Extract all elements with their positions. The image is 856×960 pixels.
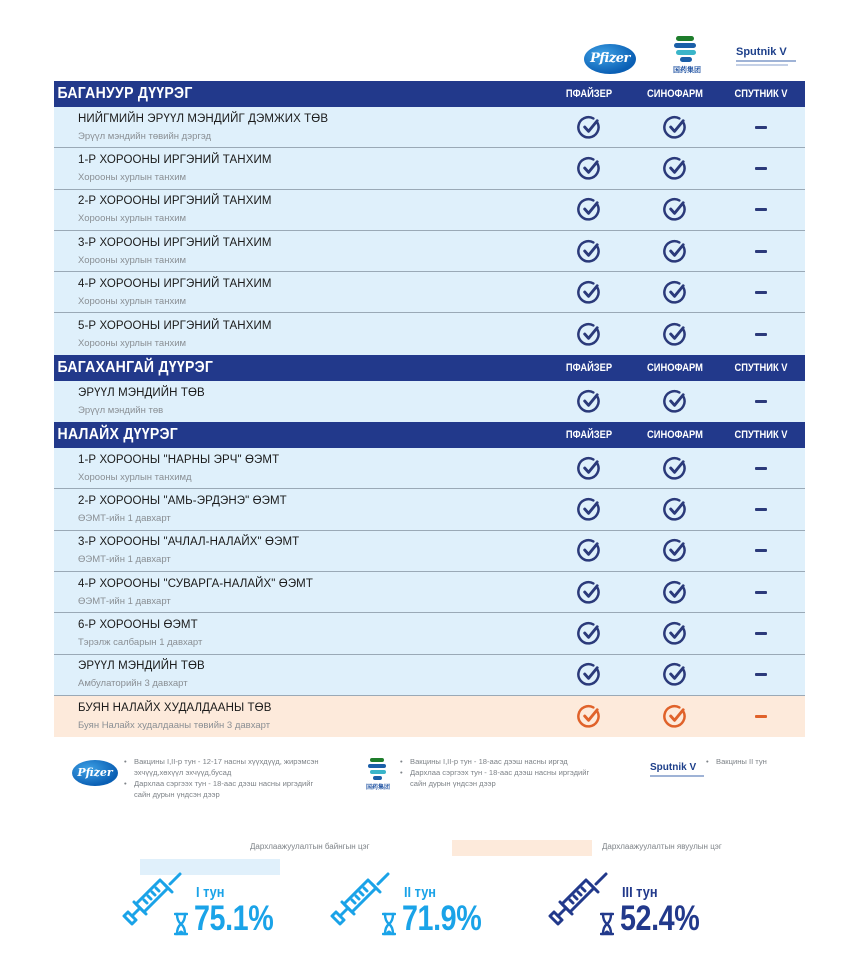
dash-icon	[755, 400, 767, 403]
dash-icon	[755, 208, 767, 211]
sinopharm-logo	[670, 34, 704, 76]
legend-item: • Вакцины II тун	[706, 756, 806, 767]
checkmark-icon	[577, 538, 602, 563]
site-location: Хорооны хурлын танхим	[78, 295, 187, 307]
district-name: НАЛАЙХ ДҮҮРЭГ	[57, 426, 179, 444]
sinopharm-availability	[633, 489, 717, 529]
sputnik-availability	[717, 655, 805, 695]
district-name: БАГАНУУР ДҮҮРЭГ	[57, 85, 193, 102]
pfizer-availability	[547, 190, 631, 230]
sputnik-availability	[717, 613, 805, 653]
site-info	[54, 489, 547, 529]
site-location: ӨЭМТ-ийн 1 давхарт	[78, 554, 171, 566]
pfizer-availability	[547, 696, 631, 737]
pfizer-availability	[547, 613, 631, 653]
site-location: Эрүүл мэндийн төв	[78, 404, 164, 416]
site-location: ӨЭМТ-ийн 1 давхарт	[78, 513, 171, 525]
dash-icon	[755, 467, 767, 470]
column-header-sinopharm: СИНОФАРМ	[647, 361, 703, 374]
sputnik-availability	[717, 489, 805, 529]
hourglass-icon	[382, 912, 396, 936]
column-header-sinopharm: СИНОФАРМ	[647, 88, 703, 100]
dash-icon	[755, 167, 767, 170]
site-info	[54, 448, 547, 488]
checkmark-icon	[663, 115, 688, 140]
column-header-pfizer: ПФАЙЗЕР	[565, 361, 613, 374]
site-name: 2-Р ХОРООНЫ ИРГЭНИЙ ТАНХИМ	[78, 195, 272, 208]
sputnik-logo-text: Sputnik V	[736, 46, 787, 58]
site-location: Буян Налайх худалдааны төвийн 3 давхарт	[78, 720, 271, 731]
checkmark-icon	[577, 621, 602, 646]
checkmark-icon	[577, 497, 602, 522]
site-name: 3-Р ХОРООНЫ ИРГЭНИЙ ТАНХИМ	[78, 236, 272, 249]
table-row	[54, 531, 805, 572]
pfizer-availability	[547, 448, 631, 488]
dash-icon	[755, 126, 767, 129]
dash-icon	[755, 673, 767, 676]
table-row	[54, 148, 805, 189]
mobile-site-key-label: Дархлаажуулалтын явуулын цэг	[602, 842, 722, 851]
table-row	[54, 107, 805, 148]
site-name: 2-Р ХОРООНЫ "АМЬ-ЭРДЭНЭ" ӨЭМТ	[78, 495, 287, 508]
pfizer-availability	[547, 148, 631, 188]
sinopharm-logo-stripe	[370, 770, 386, 774]
site-name: 6-Р ХОРООНЫ ӨЭМТ	[78, 618, 198, 631]
legend-item: • Дархлаа сэргээх тун - 18-аас дээш насны иргэдийг сайн дурын үндсэн дээр	[400, 767, 600, 789]
site-location: Хорооны хурлын танхим	[78, 337, 187, 349]
sinopharm-availability	[633, 190, 717, 230]
sinopharm-availability	[633, 613, 717, 653]
site-info	[54, 572, 547, 612]
table-row	[54, 696, 805, 737]
sinopharm-logo-stripe	[680, 57, 692, 62]
table-row	[54, 572, 805, 613]
pfizer-availability	[547, 489, 631, 529]
column-header-sputnik: СПУТНИК V	[734, 88, 788, 100]
checkmark-icon	[663, 538, 688, 563]
site-location: Хорооны хурлын танхим	[78, 213, 187, 225]
site-location: Эрүүл мэндийн төвийн дэргэд	[78, 130, 212, 142]
checkmark-icon	[577, 389, 602, 414]
vaccine-logos	[578, 30, 808, 80]
site-name: 5-Р ХОРООНЫ ИРГЭНИЙ ТАНХИМ	[78, 319, 272, 332]
sputnik-availability	[717, 696, 805, 737]
checkmark-icon	[577, 197, 602, 222]
checkmark-icon	[663, 197, 688, 222]
table-row	[54, 381, 805, 422]
site-name: ЭРҮҮЛ МЭНДИЙН ТӨВ	[78, 386, 205, 399]
sputnik-availability	[717, 231, 805, 271]
dash-icon	[755, 591, 767, 594]
dose-percentage: 52.4%	[620, 899, 700, 938]
dash-icon	[755, 508, 767, 511]
checkmark-icon	[577, 239, 602, 264]
site-info	[54, 613, 547, 653]
mobile-site-swatch	[452, 840, 592, 856]
sputnik-logo-tagline	[736, 60, 796, 62]
checkmark-icon	[663, 497, 688, 522]
table-row	[54, 448, 805, 489]
site-location: ӨЭМТ-ийн 1 давхарт	[78, 595, 171, 607]
checkmark-icon	[663, 662, 688, 687]
dose-stat	[122, 870, 292, 940]
site-name: БУЯН НАЛАЙХ ХУДАЛДААНЫ ТӨВ	[78, 702, 272, 714]
sinopharm-availability	[633, 696, 717, 737]
sputnik-logo	[650, 762, 712, 777]
dose-percentage: 71.9%	[402, 899, 482, 938]
sputnik-availability	[717, 148, 805, 188]
dash-icon	[755, 549, 767, 552]
sputnik-availability	[717, 272, 805, 312]
site-location: Хорооны хурлын танхим	[78, 171, 187, 183]
checkmark-icon	[663, 239, 688, 264]
table-row	[54, 231, 805, 272]
dose-stat	[548, 870, 718, 940]
site-info	[54, 381, 547, 422]
sputnik-logo-text: Sputnik V	[650, 762, 697, 773]
pfizer-legend-list	[124, 756, 324, 800]
checkmark-icon	[577, 704, 602, 729]
checkmark-icon	[577, 280, 602, 305]
sinopharm-logo-stripe	[674, 43, 696, 48]
dash-icon	[755, 333, 767, 336]
site-info	[54, 148, 547, 188]
checkmark-icon	[663, 322, 688, 347]
sinopharm-legend-list	[400, 756, 600, 789]
district-header	[54, 422, 805, 448]
sinopharm-availability	[633, 148, 717, 188]
site-location: Тэрэлж салбарын 1 давхарт	[78, 636, 203, 648]
sinopharm-availability	[633, 655, 717, 695]
sputnik-availability	[717, 531, 805, 571]
checkmark-icon	[577, 156, 602, 181]
sinopharm-logo	[364, 756, 392, 792]
checkmark-icon	[577, 456, 602, 481]
vaccination-sites-table	[54, 81, 805, 737]
district-header	[54, 355, 805, 381]
sinopharm-logo-stripe	[373, 776, 382, 780]
dose-label: II тун	[404, 884, 436, 901]
site-location: Амбулаторийн 3 давхарт	[78, 678, 188, 690]
sinopharm-availability	[633, 107, 717, 147]
sinopharm-availability	[633, 272, 717, 312]
checkmark-icon	[577, 662, 602, 687]
checkmark-icon	[663, 704, 688, 729]
site-info	[54, 531, 547, 571]
district-name: БАГАХАНГАЙ ДҮҮРЭГ	[57, 358, 214, 376]
checkmark-icon	[663, 389, 688, 414]
sinopharm-availability	[633, 231, 717, 271]
checkmark-icon	[663, 156, 688, 181]
site-info	[54, 655, 547, 695]
site-name: 1-Р ХОРООНЫ ИРГЭНИЙ ТАНХИМ	[78, 153, 272, 166]
pfizer-availability	[547, 572, 631, 612]
pfizer-logo: Pfizer	[584, 44, 636, 74]
column-header-sputnik: СПУТНИК V	[734, 361, 788, 374]
pfizer-availability	[547, 655, 631, 695]
checkmark-icon	[577, 580, 602, 605]
dose-percentage: 75.1%	[194, 899, 274, 938]
site-info	[54, 107, 547, 147]
vaccine-legend	[0, 752, 856, 812]
checkmark-icon	[663, 456, 688, 481]
site-location: Хорооны хурлын танхим	[78, 254, 187, 266]
site-name: 1-Р ХОРООНЫ "НАРНЫ ЭРЧ" ӨЭМТ	[78, 453, 280, 466]
sinopharm-availability	[633, 572, 717, 612]
site-name: ЭРҮҮЛ МЭНДИЙН ТӨВ	[78, 660, 205, 673]
sinopharm-logo-stripe	[368, 764, 386, 768]
sputnik-availability	[717, 572, 805, 612]
dash-icon	[755, 632, 767, 635]
legend-item: • Вакцины I,II-р тун - 18-аас дээш насны иргэд	[400, 756, 600, 767]
pfizer-availability	[547, 107, 631, 147]
checkmark-icon	[577, 322, 602, 347]
table-row	[54, 655, 805, 696]
sinopharm-logo-stripe	[676, 36, 694, 41]
hourglass-icon	[600, 912, 614, 936]
column-header-pfizer: ПФАЙЗЕР	[565, 429, 613, 442]
sinopharm-availability	[633, 531, 717, 571]
pfizer-availability	[547, 531, 631, 571]
table-row	[54, 489, 805, 530]
site-location: Хорооны хурлын танхимд	[78, 471, 192, 483]
sinopharm-availability	[633, 448, 717, 488]
pfizer-availability	[547, 313, 631, 354]
legend-item: • Дархлаа сэргээх тун - 18-аас дээш насны иргэдийг сайн дурын үндсэн дээр	[124, 778, 324, 800]
checkmark-icon	[663, 621, 688, 646]
sputnik-legend-list	[706, 756, 806, 767]
checkmark-icon	[663, 580, 688, 605]
sputnik-logo-tagline	[650, 775, 704, 777]
hourglass-icon	[174, 912, 188, 936]
dose-label: III тун	[622, 884, 658, 901]
dose-stat	[330, 870, 500, 940]
sputnik-logo-tagline	[736, 64, 788, 66]
sputnik-availability	[717, 381, 805, 422]
table-row	[54, 190, 805, 231]
site-info	[54, 696, 547, 737]
pfizer-availability	[547, 272, 631, 312]
column-header-pfizer: ПФАЙЗЕР	[565, 88, 613, 100]
sinopharm-availability	[633, 313, 717, 354]
site-name: 4-Р ХОРООНЫ ИРГЭНИЙ ТАНХИМ	[78, 277, 272, 290]
site-name: 4-Р ХОРООНЫ "СУВАРГА-НАЛАЙХ" ӨЭМТ	[78, 577, 313, 590]
site-info	[54, 272, 547, 312]
sinopharm-logo-stripe	[370, 758, 384, 762]
table-row	[54, 613, 805, 654]
district-header	[54, 81, 805, 107]
sputnik-availability	[717, 313, 805, 354]
dash-icon	[755, 291, 767, 294]
table-row	[54, 272, 805, 313]
permanent-site-key-label: Дархлаажуулалтын байнгын цэг	[250, 842, 370, 851]
pfizer-logo: Pfizer	[72, 760, 118, 786]
site-info	[54, 190, 547, 230]
dash-icon	[755, 715, 767, 718]
sinopharm-logo-text: 国药集团	[365, 784, 390, 791]
sinopharm-availability	[633, 381, 717, 422]
dash-icon	[755, 250, 767, 253]
site-name: НИЙГМИЙН ЭРҮҮЛ МЭНДИЙГ ДЭМЖИХ ТӨВ	[78, 112, 329, 125]
site-info	[54, 231, 547, 271]
checkmark-icon	[663, 280, 688, 305]
pfizer-availability	[547, 231, 631, 271]
sputnik-logo	[736, 46, 806, 66]
site-name: 3-Р ХОРООНЫ "АЧЛАЛ-НАЛАЙХ" ӨЭМТ	[78, 536, 300, 549]
column-header-sinopharm: СИНОФАРМ	[647, 429, 703, 442]
sputnik-availability	[717, 107, 805, 147]
pfizer-availability	[547, 381, 631, 422]
dose-label: I тун	[196, 884, 225, 901]
table-row	[54, 313, 805, 354]
sinopharm-logo-text: 国药集团	[673, 66, 701, 74]
checkmark-icon	[577, 115, 602, 140]
sputnik-availability	[717, 190, 805, 230]
site-info	[54, 313, 547, 354]
sinopharm-logo-stripe	[676, 50, 696, 55]
legend-item: • Вакцины I,II-р тун - 12-17 насны хүүхдүүд, жирэмсэн эхчүүд,хөхүүл эхчүүд,бусад	[124, 756, 324, 778]
sputnik-availability	[717, 448, 805, 488]
column-header-sputnik: СПУТНИК V	[734, 429, 788, 442]
